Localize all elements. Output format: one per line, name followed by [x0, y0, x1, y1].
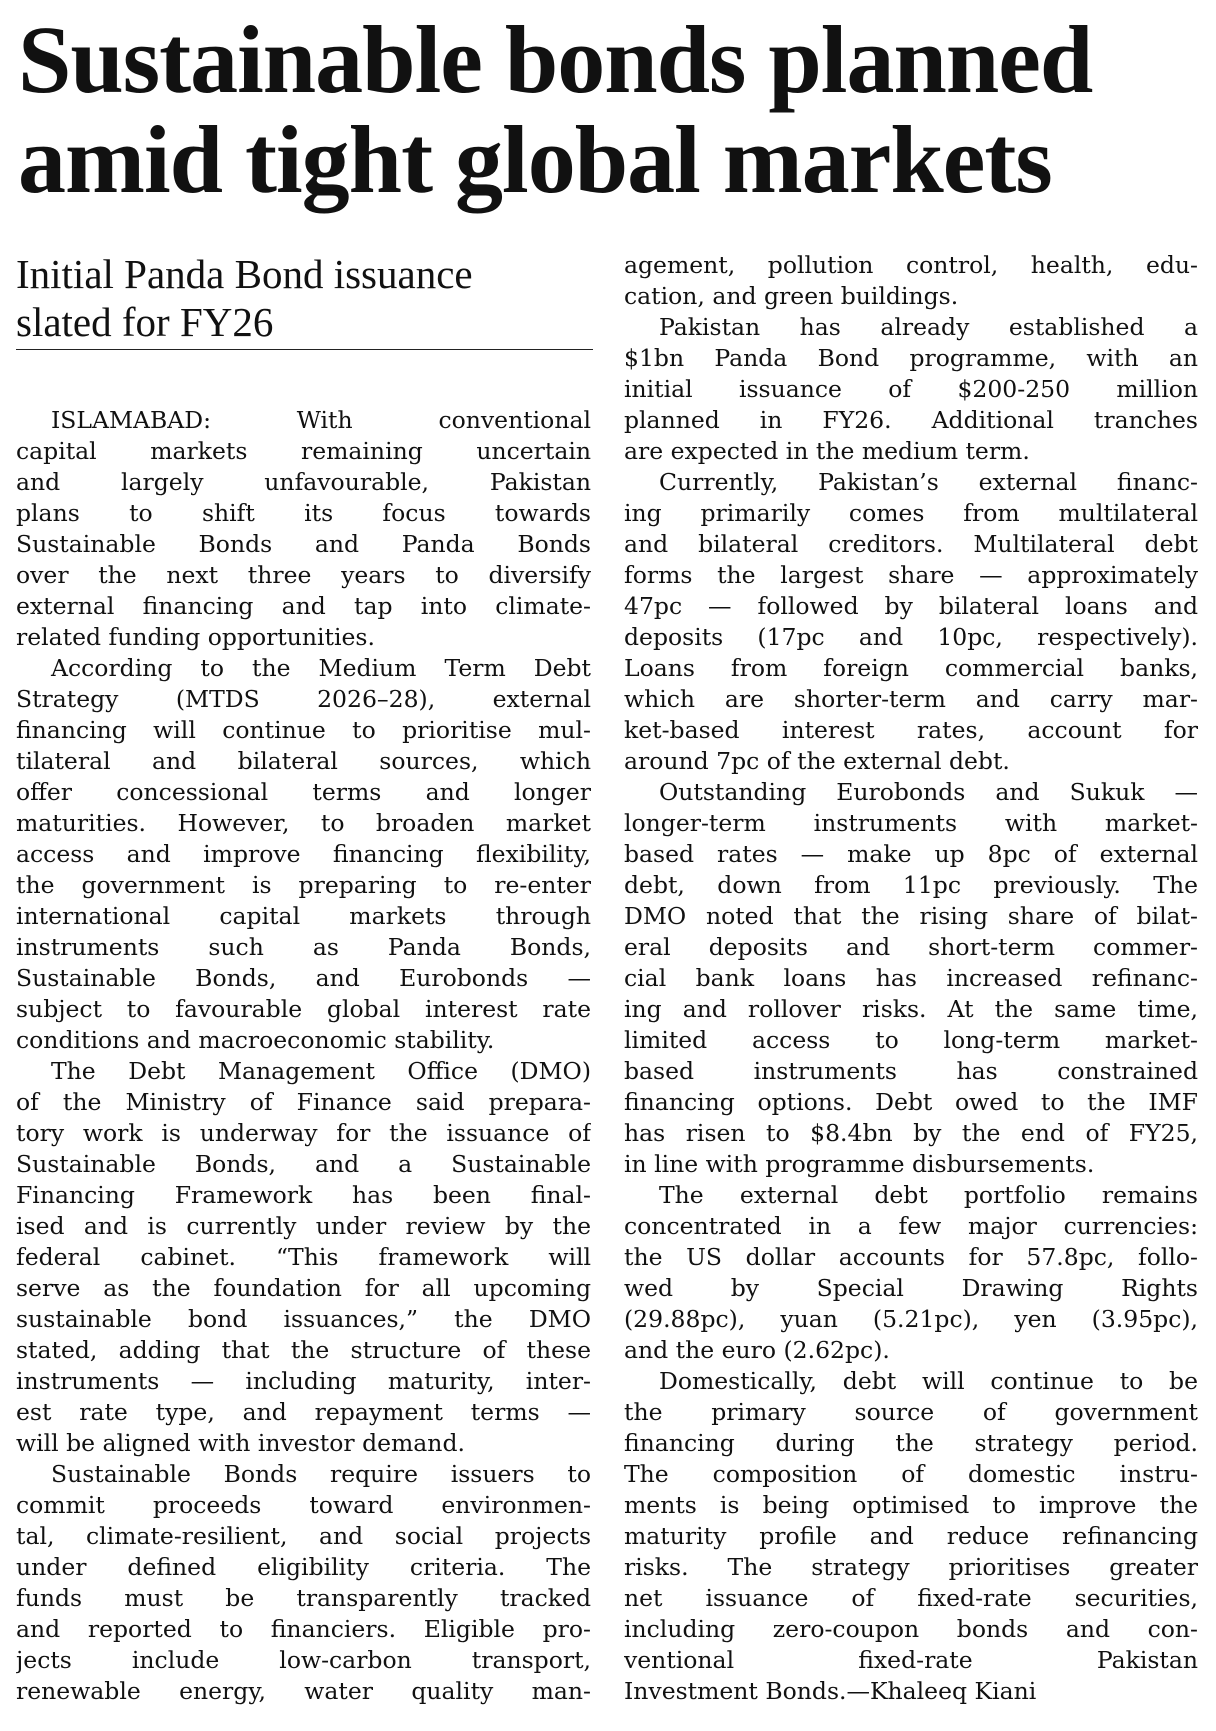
article-line: the primary source of government	[624, 1398, 1198, 1426]
article-line: instruments such as Panda Bonds,	[16, 933, 591, 961]
article-line: tory work is underway for the issuance of	[16, 1119, 591, 1147]
article-line: Strategy (MTDS 2026–28), external	[16, 685, 591, 713]
article-line: stated, adding that the structure of these	[16, 1336, 591, 1364]
headline	[18, 6, 1198, 213]
article-line: eral deposits and short-term commer-	[624, 933, 1198, 961]
article-line: Investment Bonds.—Khaleeq Kiani	[624, 1677, 1037, 1705]
article-line: cial bank loans has increased refinanc-	[624, 964, 1198, 992]
article-line: access and improve financing flexibility,	[16, 840, 591, 868]
article-line: risks. The strategy prioritises greater	[624, 1553, 1198, 1581]
article-line: under defined eligibility criteria. The	[16, 1553, 591, 1581]
article-line: and the euro (2.62pc).	[624, 1336, 890, 1364]
headline-line: Sustainable bonds planned	[18, 6, 1093, 113]
article-line: including zero-coupon bonds and con-	[624, 1615, 1198, 1643]
article-line: ised and is currently under review by the	[16, 1212, 591, 1240]
article-line: the government is preparing to re-enter	[16, 871, 591, 899]
article-line: tal, climate-resilient, and social projects	[16, 1522, 591, 1550]
article-line: are expected in the medium term.	[624, 437, 1030, 465]
article-line: the US dollar accounts for 57.8pc, follo-	[624, 1243, 1198, 1271]
article-line: financing options. Debt owed to the IMF	[624, 1088, 1198, 1116]
article-line: maturity profile and reduce refinancing	[624, 1522, 1198, 1550]
article-line: instruments — including maturity, inter-	[16, 1367, 591, 1395]
article-line: According to the Medium Term Debt	[51, 654, 591, 682]
article-line: limited access to long-term market-	[624, 1026, 1198, 1054]
article-line: will be aligned with investor demand.	[16, 1429, 465, 1457]
article-line: conditions and macroeconomic stability.	[16, 1026, 495, 1054]
article-line: commit proceeds toward environmen-	[16, 1491, 591, 1519]
article-line: ISLAMABAD: With conventional	[51, 406, 591, 434]
article-line: concentrated in a few major currencies:	[624, 1212, 1198, 1240]
article-line: jects include low-carbon transport,	[16, 1646, 591, 1674]
article-line: offer concessional terms and longer	[16, 778, 591, 806]
article-line: The composition of domestic instru-	[624, 1460, 1198, 1488]
article-line: est rate type, and repayment terms —	[16, 1398, 591, 1426]
article-line: has risen to $8.4bn by the end of FY25,	[624, 1119, 1198, 1147]
article-line: which are shorter-term and carry mar-	[624, 685, 1198, 713]
subheadline-line: slated for FY26	[16, 299, 274, 345]
article-line: Sustainable Bonds, and Eurobonds —	[16, 964, 591, 992]
article-line: subject to favourable global interest rate	[16, 995, 591, 1023]
article-line: plans to shift its focus towards	[16, 499, 591, 527]
article-column-right	[624, 250, 1198, 1707]
article-line: Currently, Pakistan’s external financ-	[659, 468, 1198, 496]
article-line: Outstanding Eurobonds and Sukuk —	[659, 778, 1198, 806]
article-line: federal cabinet. “This framework will	[16, 1243, 591, 1271]
article-line: external financing and tap into climate-	[16, 592, 591, 620]
article-line: (29.88pc), yuan (5.21pc), yen (3.95pc),	[624, 1305, 1198, 1333]
article-line: Sustainable Bonds require issuers to	[51, 1460, 591, 1488]
article-line: serve as the foundation for all upcoming	[16, 1274, 591, 1302]
article-line: financing will continue to prioritise mul-	[16, 716, 591, 744]
article-line: in line with programme disbursements.	[624, 1150, 1095, 1178]
article-line: related funding opportunities.	[16, 623, 375, 651]
article-line: 47pc — followed by bilateral loans and	[624, 592, 1198, 620]
article-line: forms the largest share — approximately	[624, 561, 1198, 589]
article-line: sustainable bond issuances,” the DMO	[16, 1305, 591, 1333]
article-line: over the next three years to diversify	[16, 561, 591, 589]
article-column-left	[16, 405, 591, 1707]
article-line: and largely unfavourable, Pakistan	[16, 468, 591, 496]
article-line: Sustainable Bonds, and a Sustainable	[16, 1150, 591, 1178]
article-line: ing and rollover risks. At the same time,	[624, 995, 1198, 1023]
subheadline	[16, 250, 591, 346]
article-line: Financing Framework has been final-	[16, 1181, 591, 1209]
article-line: Pakistan has already established a	[659, 313, 1198, 341]
article-line: net issuance of fixed-rate securities,	[624, 1584, 1198, 1612]
article-line: deposits (17pc and 10pc, respectively).	[624, 623, 1198, 651]
article-line: and bilateral creditors. Multilateral debt	[624, 530, 1198, 558]
article-line: ventional fixed-rate Pakistan	[624, 1646, 1198, 1674]
article-line: tilateral and bilateral sources, which	[16, 747, 591, 775]
headline-line: amid tight global markets	[18, 106, 1052, 213]
article-line: based instruments has constrained	[624, 1057, 1198, 1085]
article-line: The Debt Management Office (DMO)	[51, 1057, 591, 1085]
article-line: capital markets remaining uncertain	[16, 437, 591, 465]
article-line: ments is being optimised to improve the	[624, 1491, 1198, 1519]
article-line: agement, pollution control, health, edu-	[624, 251, 1198, 279]
article-line: DMO noted that the rising share of bilat-	[624, 902, 1198, 930]
article-line: longer-term instruments with market-	[624, 809, 1198, 837]
article-line: Sustainable Bonds and Panda Bonds	[16, 530, 591, 558]
article-line: Domestically, debt will continue to be	[659, 1367, 1198, 1395]
article-line: maturities. However, to broaden market	[16, 809, 591, 837]
article-line: and reported to financiers. Eligible pro-	[16, 1615, 591, 1643]
article-line: cation, and green buildings.	[624, 282, 959, 310]
article-line: renewable energy, water quality man-	[16, 1677, 591, 1705]
article-line: wed by Special Drawing Rights	[624, 1274, 1198, 1302]
article-line: financing during the strategy period.	[624, 1429, 1198, 1457]
article-line: funds must be transparently tracked	[16, 1584, 591, 1612]
article-line: ing primarily comes from multilateral	[624, 499, 1198, 527]
article-line: planned in FY26. Additional tranches	[624, 406, 1198, 434]
article-line: of the Ministry of Finance said prepara-	[16, 1088, 591, 1116]
article-line: around 7pc of the external debt.	[624, 747, 1010, 775]
article-line: The external debt portfolio remains	[659, 1181, 1198, 1209]
subheadline-divider	[16, 349, 593, 350]
subheadline-line: Initial Panda Bond issuance	[16, 251, 473, 297]
article-line: Loans from foreign commercial banks,	[624, 654, 1198, 682]
article-line: $1bn Panda Bond programme, with an	[624, 344, 1198, 372]
article-line: ket-based interest rates, account for	[624, 716, 1198, 744]
article-line: initial issuance of $200-250 million	[624, 375, 1198, 403]
article-line: international capital markets through	[16, 902, 591, 930]
article-line: debt, down from 11pc previously. The	[624, 871, 1198, 899]
article-line: based rates — make up 8pc of external	[624, 840, 1198, 868]
